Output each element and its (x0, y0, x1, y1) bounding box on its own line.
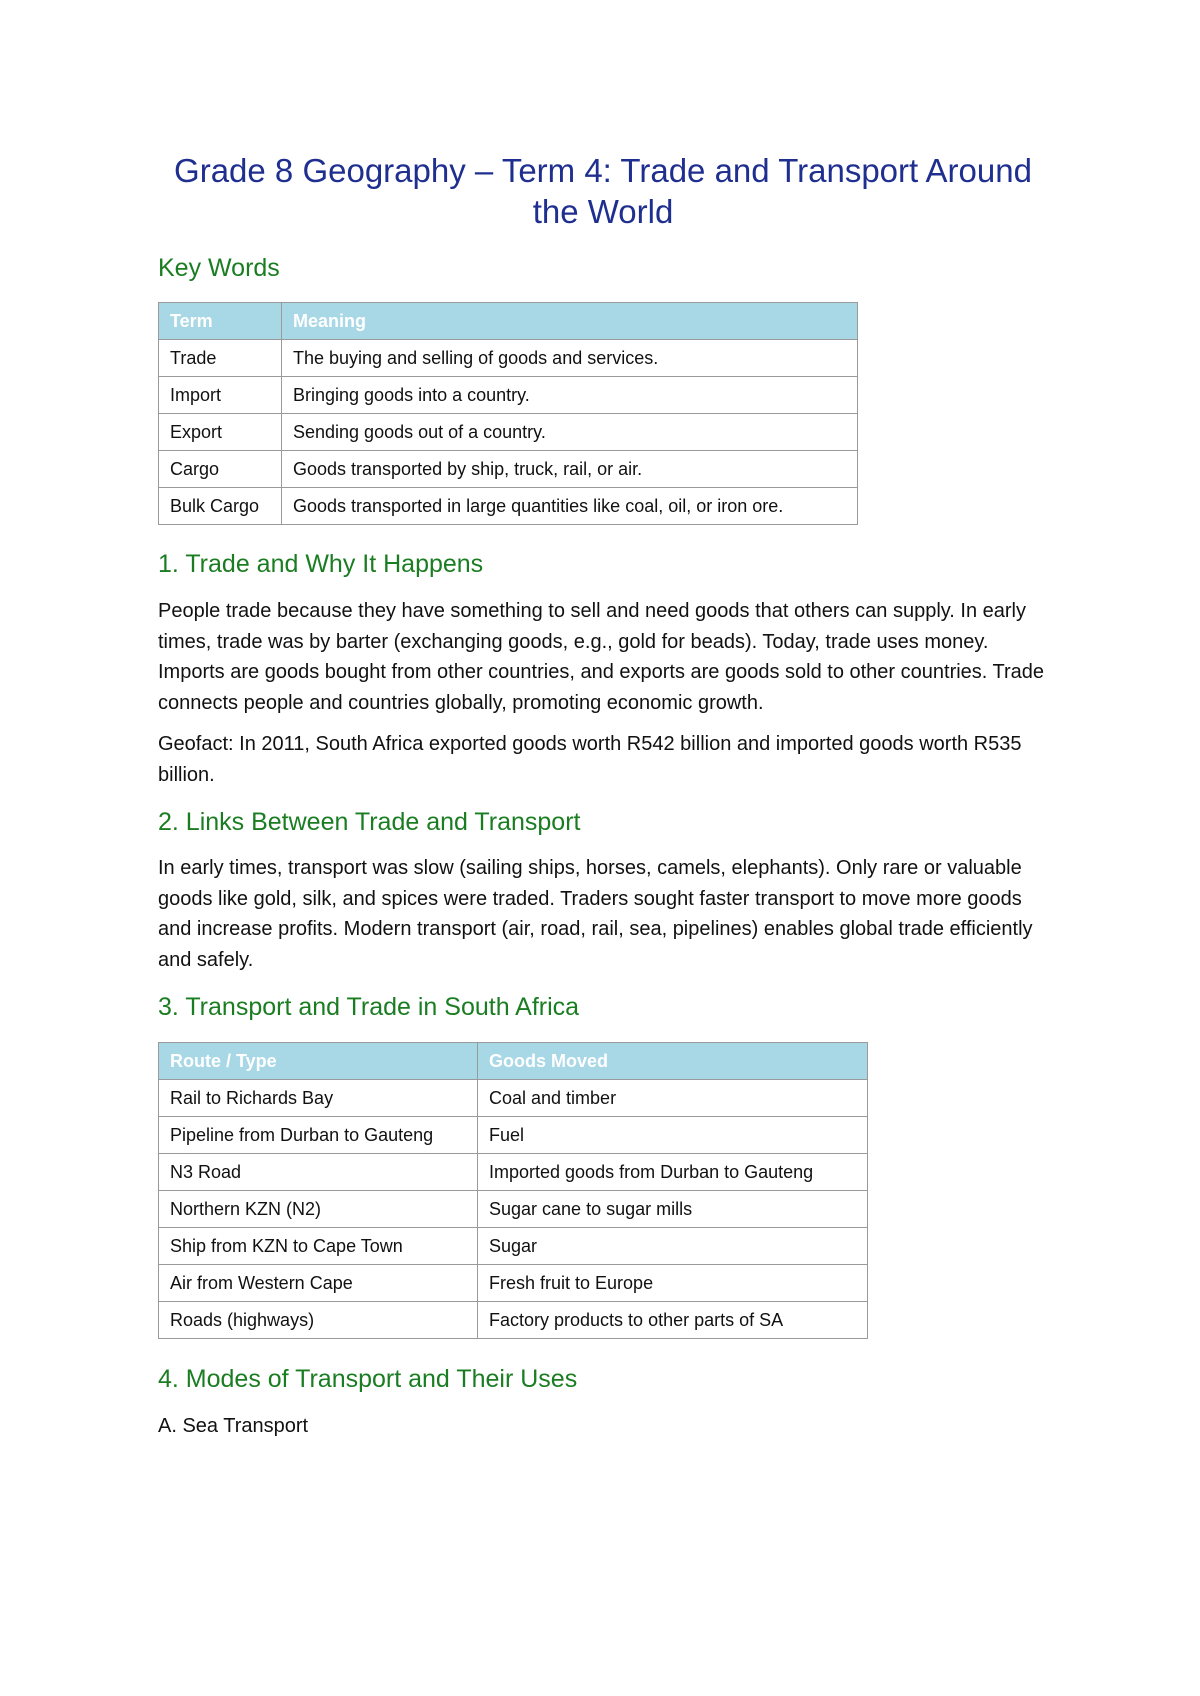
route-cell: Rail to Richards Bay (159, 1080, 478, 1117)
meaning-cell: The buying and selling of goods and services. (282, 340, 858, 377)
section-2-paragraph: In early times, transport was slow (sailing ships, horses, camels, elephants). Only rare or valuable goods like gold, silk, and spices were traded. Traders sought faster transport to move more goods and increase profits. Modern transport (air, road, rail, sea, pipelines) enables global trade efficiently and safely. (158, 857, 1033, 971)
section-3-heading: 3. Transport and Trade in South Africa (158, 993, 580, 1021)
table-row (159, 1191, 868, 1228)
term-cell: Import (159, 377, 282, 414)
route-cell: Roads (highways) (159, 1302, 478, 1339)
column-header-term: Term (159, 303, 282, 340)
column-header-route: Route / Type (159, 1043, 478, 1080)
section-1-paragraph: People trade because they have something to sell and need goods that others can supply. In early times, trade was by barter (exchanging goods, e.g., gold for beads). Today, trade uses money. Imports are goods bought from other countries, and exports are goods sold to other countries. Trade connects people and countries globally, promoting economic growth. (158, 600, 1045, 714)
section-2-heading: 2. Links Between Trade and Transport (158, 808, 581, 836)
term-cell: Cargo (159, 451, 282, 488)
route-cell: Northern KZN (N2) (159, 1191, 478, 1228)
route-cell: N3 Road (159, 1154, 478, 1191)
goods-cell: Factory products to other parts of SA (478, 1302, 868, 1339)
table-row (159, 1154, 868, 1191)
table-row (159, 451, 858, 488)
route-cell: Ship from KZN to Cape Town (159, 1228, 478, 1265)
goods-cell: Fresh fruit to Europe (478, 1265, 868, 1302)
table-row (159, 377, 858, 414)
route-cell: Air from Western Cape (159, 1265, 478, 1302)
meaning-cell: Goods transported in large quantities like coal, oil, or iron ore. (282, 488, 858, 525)
table-row (159, 1265, 868, 1302)
document-page (158, 150, 1058, 1442)
geofact-paragraph: Geofact: In 2011, South Africa exported goods worth R542 billion and imported goods worth R535 billion. (158, 733, 1022, 786)
term-cell: Trade (159, 340, 282, 377)
table-row (159, 1080, 868, 1117)
table-row (159, 340, 858, 377)
term-cell: Export (159, 414, 282, 451)
goods-cell: Sugar cane to sugar mills (478, 1191, 868, 1228)
table-row (159, 414, 858, 451)
key-words-heading: Key Words (158, 254, 280, 282)
goods-cell: Imported goods from Durban to Gauteng (478, 1154, 868, 1191)
meaning-cell: Bringing goods into a country. (282, 377, 858, 414)
column-header-goods: Goods Moved (478, 1043, 868, 1080)
term-cell: Bulk Cargo (159, 488, 282, 525)
meaning-cell: Goods transported by ship, truck, rail, or air. (282, 451, 858, 488)
sea-transport-subheading: A. Sea Transport (158, 1415, 309, 1437)
key-words-table (158, 302, 858, 525)
goods-cell: Sugar (478, 1228, 868, 1265)
table-row (159, 1228, 868, 1265)
table-row (159, 1302, 868, 1339)
document-title: Grade 8 Geography – Term 4: Trade and Transport Around the World (174, 152, 1032, 230)
goods-cell: Fuel (478, 1117, 868, 1154)
meaning-cell: Sending goods out of a country. (282, 414, 858, 451)
goods-cell: Coal and timber (478, 1080, 868, 1117)
table-header-row (159, 303, 858, 340)
section-4-heading: 4. Modes of Transport and Their Uses (158, 1365, 578, 1393)
transport-routes-table (158, 1042, 868, 1339)
table-row (159, 488, 858, 525)
column-header-meaning: Meaning (282, 303, 858, 340)
section-1-heading: 1. Trade and Why It Happens (158, 550, 484, 578)
table-header-row (159, 1043, 868, 1080)
table-row (159, 1117, 868, 1154)
route-cell: Pipeline from Durban to Gauteng (159, 1117, 478, 1154)
